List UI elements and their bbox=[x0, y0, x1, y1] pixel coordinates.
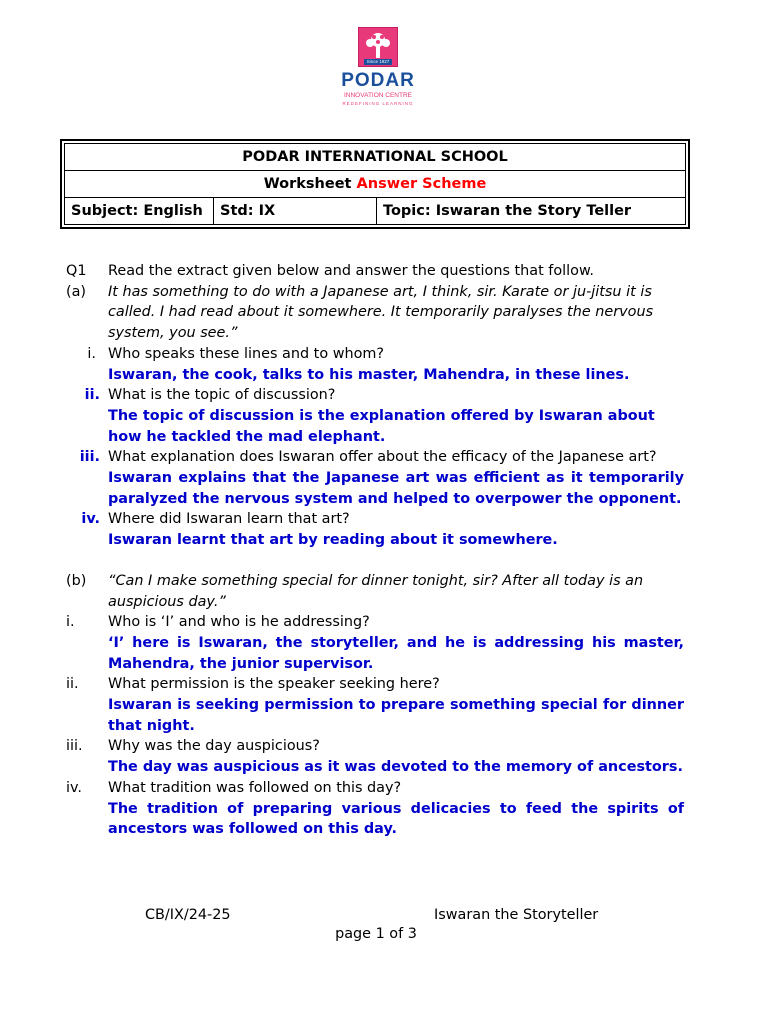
logo-tagline: REDEFINING LEARNING bbox=[342, 101, 414, 106]
item-number: i. bbox=[66, 614, 75, 631]
school-name: PODAR INTERNATIONAL SCHOOL bbox=[65, 144, 686, 171]
question-header bbox=[66, 261, 684, 282]
item-number: i. bbox=[87, 345, 96, 362]
answer-item bbox=[66, 633, 684, 674]
question-item bbox=[66, 447, 684, 468]
page-number: page 1 of 3 bbox=[335, 926, 417, 942]
answer-scheme-label: Answer Scheme bbox=[356, 176, 487, 192]
item-question: Where did Iswaran learn that art? bbox=[108, 511, 350, 528]
item-answer: Iswaran, the cook, talks to his master, Mahendra, in these lines. bbox=[108, 366, 630, 383]
logo-since: Since 1927 bbox=[366, 59, 390, 64]
part-label: (b) bbox=[66, 572, 87, 589]
logo-subtitle: INNOVATION CENTRE bbox=[343, 92, 412, 99]
footer-code: CB/IX/24-25 bbox=[145, 907, 231, 923]
question-item bbox=[66, 385, 684, 406]
item-answer: ‘I’ here is Iswaran, the storyteller, and he is addressing his master, Mahendra, the junior supervisor. bbox=[108, 634, 684, 672]
header-table bbox=[60, 139, 690, 229]
worksheet-content bbox=[66, 261, 684, 840]
extract-b bbox=[66, 571, 684, 612]
answer-item bbox=[66, 406, 684, 447]
answer-item bbox=[66, 695, 684, 736]
question-item bbox=[66, 612, 684, 633]
question-item bbox=[66, 509, 684, 530]
item-number: iv. bbox=[66, 779, 82, 796]
answer-item bbox=[66, 757, 684, 778]
question-number: Q1 bbox=[66, 263, 87, 279]
item-question: Who speaks these lines and to whom? bbox=[108, 345, 385, 362]
answer-item bbox=[66, 468, 684, 509]
question-item bbox=[66, 778, 684, 799]
item-number: iii. bbox=[79, 449, 100, 466]
item-question: What tradition was followed on this day? bbox=[108, 779, 402, 796]
question-instruction: Read the extract given below and answer the questions that follow. bbox=[108, 263, 595, 279]
podar-logo bbox=[330, 22, 426, 112]
subject-cell: Subject: English bbox=[65, 198, 214, 225]
item-question: What is the topic of discussion? bbox=[108, 387, 336, 404]
item-question: Why was the day auspicious? bbox=[108, 738, 320, 755]
item-answer: Iswaran learnt that art by reading about it somewhere. bbox=[108, 532, 558, 549]
topic-cell: Topic: Iswaran the Story Teller bbox=[377, 198, 686, 225]
item-question: What explanation does Iswaran offer about the efficacy of the Japanese art? bbox=[108, 449, 657, 466]
question-item bbox=[66, 674, 684, 695]
question-item bbox=[66, 344, 684, 365]
item-number: iv. bbox=[81, 511, 100, 528]
question-item bbox=[66, 736, 684, 757]
answer-item bbox=[66, 365, 684, 386]
item-question: What permission is the speaker seeking here? bbox=[108, 676, 440, 693]
tree-logo-icon bbox=[358, 27, 398, 67]
extract-a bbox=[66, 282, 684, 344]
item-answer: The tradition of preparing various delicacies to feed the spirits of ancestors was followed on this day. bbox=[108, 800, 684, 838]
worksheet-label: Worksheet bbox=[263, 176, 352, 192]
item-number: ii. bbox=[66, 676, 79, 693]
part-label: (a) bbox=[66, 283, 87, 300]
answer-item bbox=[66, 799, 684, 840]
footer-title: Iswaran the Storyteller bbox=[434, 907, 599, 923]
item-answer: Iswaran explains that the Japanese art was efficient as it temporarily paralyzed the nervous system and helped to overpower the opponent. bbox=[108, 470, 684, 507]
item-answer: The topic of discussion is the explanation offered by Iswaran about how he tackled the mad elephant. bbox=[108, 407, 655, 445]
extract-text: “Can I make something special for dinner tonight, sir? After all today is an auspicious day.” bbox=[108, 572, 644, 610]
std-cell: Std: IX bbox=[214, 198, 377, 225]
item-answer: Iswaran is seeking permission to prepare something special for dinner that night. bbox=[108, 697, 684, 734]
extract-text: It has something to do with a Japanese art, I think, sir. Karate or ju-jitsu it is called. I had read about it somewhere. It temporarily paralyses the nervous system, you see.” bbox=[108, 283, 654, 342]
answer-item bbox=[66, 530, 684, 551]
item-question: Who is ‘I’ and who is he addressing? bbox=[108, 614, 370, 631]
worksheet-title bbox=[65, 171, 686, 198]
item-number: iii. bbox=[66, 738, 83, 755]
logo-name: PODAR bbox=[341, 70, 415, 91]
item-number: ii. bbox=[84, 387, 100, 404]
item-answer: The day was auspicious as it was devoted to the memory of ancestors. bbox=[108, 759, 683, 776]
